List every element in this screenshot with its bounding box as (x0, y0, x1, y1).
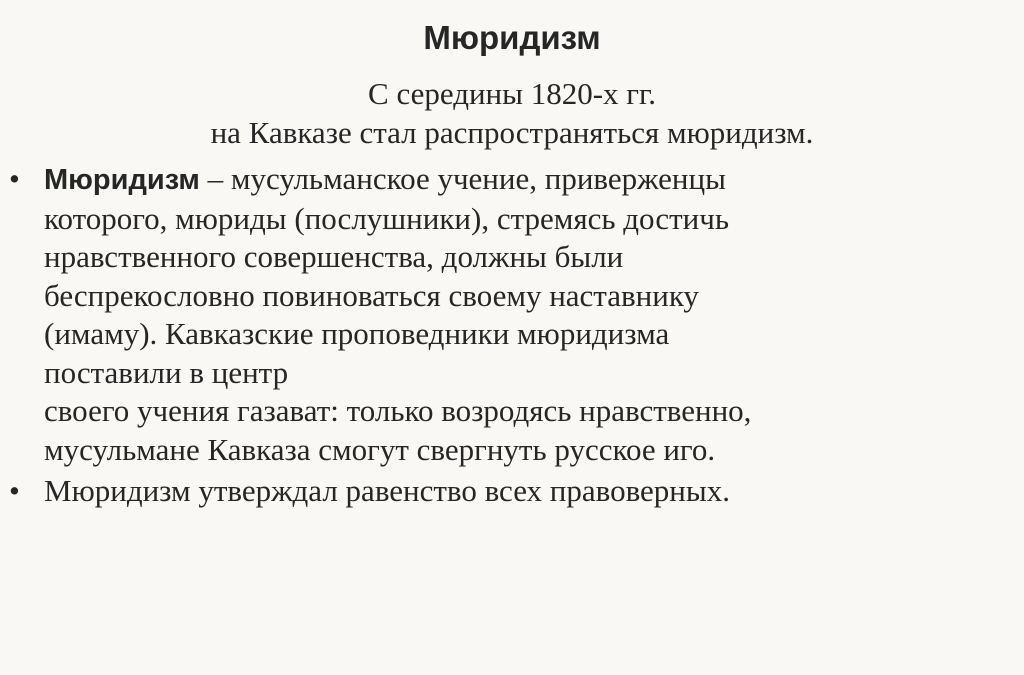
bullet-item-definition (0, 160, 1024, 469)
subtitle-line-1: С середины 1820-х гг. (368, 76, 656, 111)
bullet-line: которого, мюриды (послушники), стремясь достичь (44, 200, 729, 236)
bullet-line: мусульмане Кавказа смогут свергнуть русское иго. (44, 431, 716, 467)
bullet-item-equality (0, 472, 1024, 511)
bullet-line: беспрекословно повиноваться своему наставнику (44, 277, 699, 313)
bullet-line: своего учения газават: только возродясь нравственно, (44, 393, 752, 428)
subtitle-line-2: на Кавказе стал распространяться мюридизм. (210, 115, 814, 150)
slide-title: Мюридизм (423, 19, 601, 56)
bullet-line: (имаму). Кавказские проповедники мюридизма (44, 316, 670, 351)
bullet-line: Мюридизм утверждал равенство всех правоверных. (44, 473, 730, 508)
bullet-list (0, 160, 1024, 511)
bullet-line (44, 160, 1004, 200)
bullet-marker: • (9, 473, 20, 508)
term-muridism: Мюридизм (44, 164, 200, 196)
bullet-marker: • (9, 161, 20, 196)
definition-text: – мусульманское учение, приверженцы (199, 161, 726, 196)
bullet-line: поставили в центр (44, 354, 289, 390)
bullet-line: нравственного совершенства, должны были (44, 239, 624, 274)
